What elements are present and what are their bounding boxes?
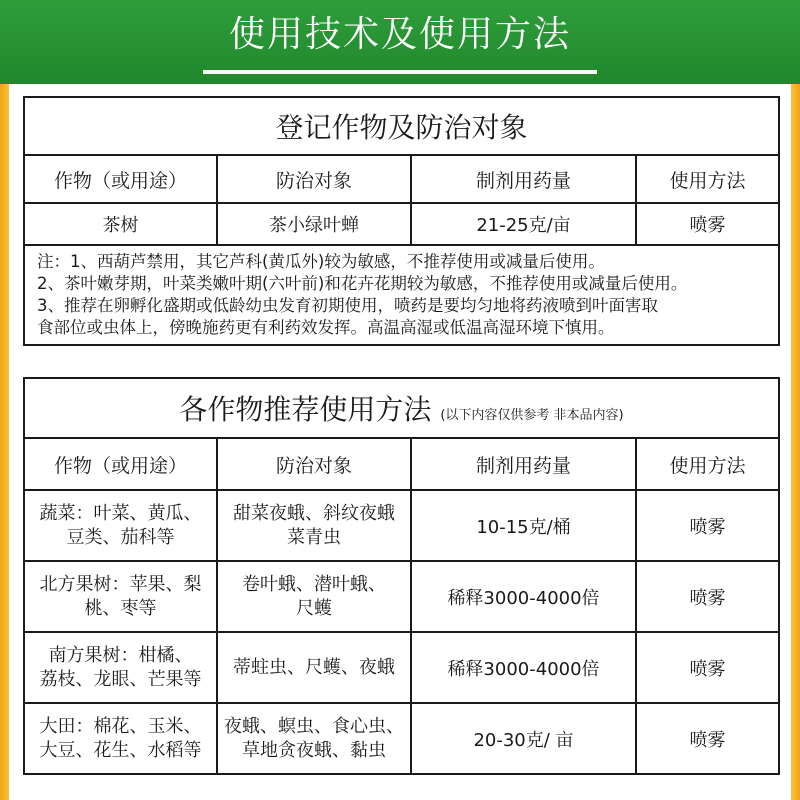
cell-crop bbox=[24, 703, 217, 774]
table2-title: 各作物推荐使用方法 bbox=[179, 393, 432, 426]
cell-dosage: 稀释3000-4000倍 bbox=[411, 632, 636, 703]
cell-dosage: 稀释3000-4000倍 bbox=[411, 561, 636, 632]
table-row bbox=[24, 561, 779, 632]
cell-line: 桃、枣等 bbox=[84, 597, 157, 619]
header-dosage: 制剂用药量 bbox=[411, 438, 636, 490]
cell-method: 喷雾 bbox=[636, 703, 779, 774]
cell-method: 喷雾 bbox=[636, 203, 779, 245]
cell-line: 蔬菜：叶菜、黄瓜、 bbox=[39, 502, 202, 524]
header-dosage: 制剂用药量 bbox=[411, 155, 636, 203]
cell-line: 荔枝、龙眼、芒果等 bbox=[39, 668, 202, 690]
table-row bbox=[24, 632, 779, 703]
cell-line: 甜菜夜蛾、斜纹夜蛾 bbox=[233, 502, 395, 524]
cell-line: 豆类、茄科等 bbox=[66, 526, 175, 548]
note-line: 注：1、西葫芦禁用，其它芦科(黄瓜外)较为敏感，不推荐使用或减量后使用。 bbox=[37, 252, 605, 271]
cell-line: 大田：棉花、玉米、 bbox=[39, 715, 202, 737]
table-row bbox=[24, 703, 779, 774]
cell-line: 菜青虫 bbox=[287, 526, 341, 548]
cell-dosage: 10-15克/桶 bbox=[411, 490, 636, 561]
cell-dosage: 21-25克/亩 bbox=[411, 203, 636, 245]
cell-dosage: 20-30克/ 亩 bbox=[411, 703, 636, 774]
header-method: 使用方法 bbox=[636, 155, 779, 203]
note-line: 食部位或虫体上，傍晚施药更有利药效发挥。高温高湿或低温高湿环境下慎用。 bbox=[37, 318, 615, 337]
table-row bbox=[24, 490, 779, 561]
cell-target bbox=[217, 490, 411, 561]
cell-line: 南方果树：柑橘、 bbox=[48, 644, 193, 666]
left-border-stripe bbox=[0, 84, 9, 800]
cell-crop bbox=[24, 632, 217, 703]
registered-crops-table bbox=[23, 96, 780, 346]
cell-line: 夜蛾、螟虫、食心虫、 bbox=[224, 715, 404, 737]
cell-crop bbox=[24, 561, 217, 632]
note-line: 2、茶叶嫩芽期，叶菜类嫩叶期(六叶前)和花卉花期较为敏感，不推荐使用或减量后使用。 bbox=[37, 274, 688, 293]
header-target: 防治对象 bbox=[217, 155, 411, 203]
cell-line: 大豆、花生、水稻等 bbox=[39, 739, 202, 761]
title-underline bbox=[203, 70, 597, 74]
note-line: 3、推荐在卵孵化盛期或低龄幼虫发育初期使用，喷药是要均匀地将药液喷到叶面害取 bbox=[37, 296, 658, 315]
cell-crop: 茶树 bbox=[24, 203, 217, 245]
right-border-stripe bbox=[791, 84, 800, 800]
header-banner bbox=[0, 0, 800, 84]
table2-subtitle: (以下内容仅供参考 非本品内容) bbox=[440, 408, 624, 423]
cell-line: 蒂蛀虫、尺蠖、夜蛾 bbox=[233, 656, 395, 678]
cell-target bbox=[217, 561, 411, 632]
cell-method: 喷雾 bbox=[636, 632, 779, 703]
table-row bbox=[24, 203, 779, 245]
cell-target bbox=[217, 632, 411, 703]
notes-cell bbox=[24, 245, 779, 345]
table2-title-cell bbox=[24, 378, 779, 438]
header-crop: 作物（或用途） bbox=[24, 438, 217, 490]
recommended-usage-table bbox=[23, 377, 780, 775]
cell-target bbox=[217, 703, 411, 774]
cell-target: 茶小绿叶蝉 bbox=[217, 203, 411, 245]
table1-title: 登记作物及防治对象 bbox=[24, 97, 779, 155]
cell-line: 北方果树：苹果、梨 bbox=[39, 573, 202, 595]
cell-line: 尺蠖 bbox=[296, 597, 332, 619]
page-title: 使用技术及使用方法 bbox=[228, 14, 571, 55]
cell-line: 卷叶蛾、潜叶蛾、 bbox=[242, 573, 386, 595]
cell-method: 喷雾 bbox=[636, 561, 779, 632]
header-target: 防治对象 bbox=[217, 438, 411, 490]
header-method: 使用方法 bbox=[636, 438, 779, 490]
cell-crop bbox=[24, 490, 217, 561]
cell-method: 喷雾 bbox=[636, 490, 779, 561]
header-crop: 作物（或用途） bbox=[24, 155, 217, 203]
cell-line: 草地贪夜蛾、黏虫 bbox=[242, 739, 386, 761]
